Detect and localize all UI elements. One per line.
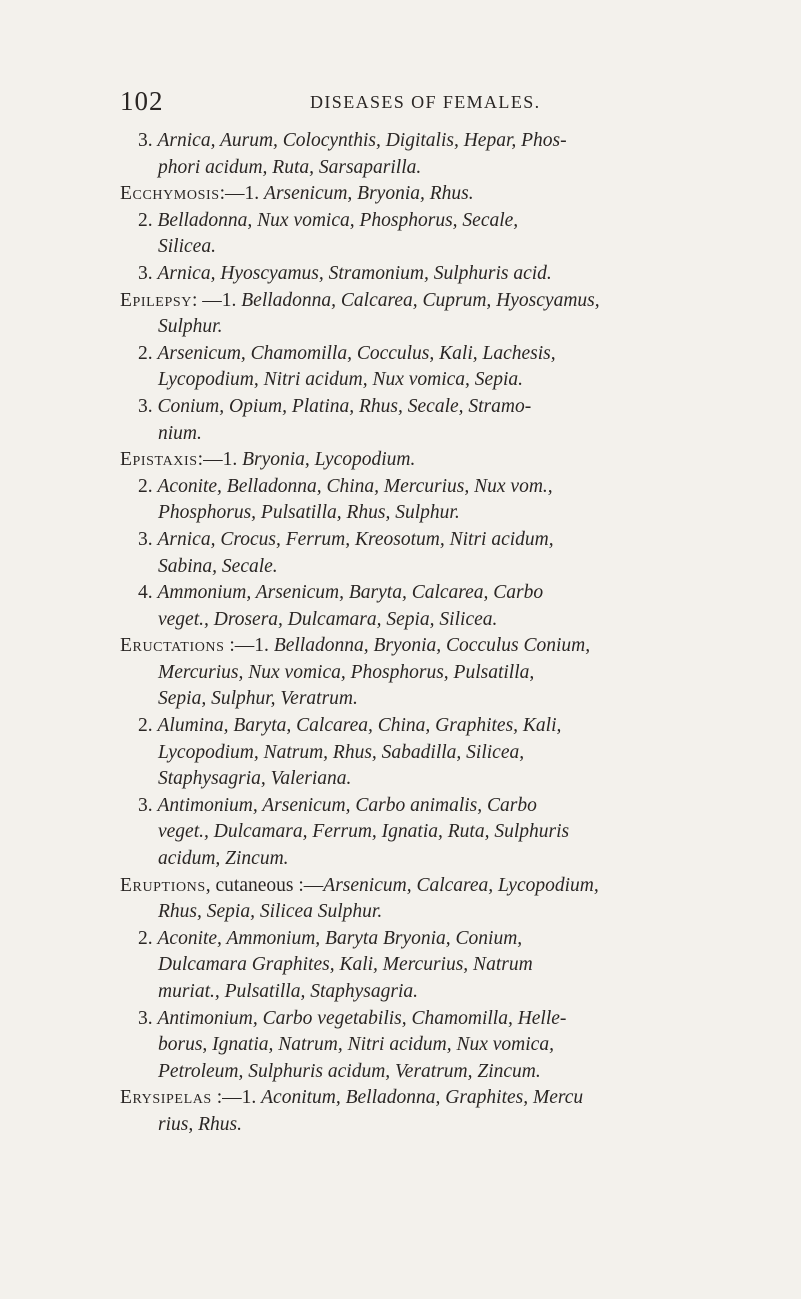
- text-line: [120, 952, 692, 979]
- text-line: [120, 314, 692, 341]
- text-run: 2.: [138, 715, 158, 737]
- remedy-list: Conium, Opium, Platina, Rhus, Secale, Stramo-: [157, 395, 532, 417]
- entry-heading: Erysipelas: [120, 1087, 212, 1109]
- remedy-list: Belladonna, Calcarea, Cuprum, Hyoscyamus,: [241, 289, 600, 311]
- remedy-list: Aconitum, Belladonna, Graphites, Mercu: [261, 1087, 584, 1109]
- text-line: [120, 793, 692, 820]
- text-run: 2.: [138, 475, 158, 497]
- text-line: [120, 208, 692, 235]
- text-run: 3.: [138, 528, 158, 550]
- text-line: [120, 926, 692, 953]
- remedy-list: Silicea.: [158, 236, 216, 258]
- text-line: [120, 474, 692, 501]
- text-line: [120, 367, 692, 394]
- remedy-list: Aconite, Ammonium, Baryta Bryonia, Conium,: [157, 927, 523, 949]
- text-line: [120, 660, 692, 687]
- page-header: [120, 86, 671, 116]
- remedy-list: Arnica, Aurum, Colocynthis, Digitalis, Hepar, Phos-: [157, 130, 567, 151]
- text-line: [120, 155, 692, 182]
- text-line: [120, 181, 692, 208]
- text-run: :—1.: [224, 635, 274, 657]
- entry-heading: Epilepsy: [120, 289, 192, 311]
- remedy-list: Mercurius, Nux vomica, Phosphorus, Pulsatilla,: [158, 661, 535, 683]
- remedy-list: Lycopodium, Natrum, Rhus, Sabadilla, Silicea,: [158, 741, 525, 763]
- text-line: [120, 819, 692, 846]
- remedy-list: Ammonium, Arsenicum, Baryta, Calcarea, Carbo: [157, 582, 544, 604]
- text-line: [120, 580, 692, 607]
- remedy-list: veget., Dulcamara, Ferrum, Ignatia, Ruta, Sulphuris: [158, 821, 570, 843]
- remedy-list: nium.: [158, 422, 202, 444]
- text-line: [120, 261, 692, 288]
- text-line: [120, 288, 692, 315]
- text-run: :—1.: [211, 1087, 262, 1109]
- remedy-list: Arnica, Hyoscyamus, Stramonium, Sulphuris acid.: [157, 262, 552, 284]
- text-line: [120, 607, 692, 634]
- remedy-list: muriat., Pulsatilla, Staphysagria.: [158, 981, 419, 1002]
- text-run: :—1.: [219, 183, 265, 205]
- remedy-list: Dulcamara Graphites, Kali, Mercurius, Natrum: [158, 954, 533, 976]
- text-line: [120, 500, 692, 527]
- entry-heading: Eruptions: [120, 874, 206, 896]
- text-line: [120, 1006, 692, 1033]
- text-line: [120, 554, 692, 581]
- text-line: [120, 341, 692, 368]
- text-run: , cutaneous :—: [205, 874, 324, 896]
- entry-heading: Ecchymosis: [120, 183, 220, 205]
- text-line: [120, 394, 692, 421]
- remedy-list: Rhus, Sepia, Silicea Sulphur.: [158, 901, 383, 923]
- remedy-list: Staphysagria, Valeriana.: [158, 768, 352, 790]
- text-line: [120, 234, 692, 261]
- page-number: 102: [120, 86, 164, 116]
- remedy-list: Bryonia, Lycopodium.: [242, 449, 416, 471]
- text-run: 4.: [138, 582, 158, 604]
- text-run: 2.: [138, 209, 158, 231]
- remedy-list: phori acidum, Ruta, Sarsaparilla.: [158, 156, 422, 178]
- text-run: : —1.: [191, 289, 242, 311]
- text-line: [120, 128, 692, 155]
- text-run: 2.: [138, 342, 158, 364]
- text-run: 3.: [138, 395, 158, 417]
- remedy-list: acidum, Zincum.: [158, 848, 289, 870]
- text-line: [120, 899, 692, 926]
- text-line: [120, 421, 692, 448]
- text-run: :—1.: [197, 449, 243, 471]
- text-line: [120, 740, 692, 767]
- entry-heading: Epistaxis: [120, 449, 198, 471]
- text-run: 3.: [138, 794, 158, 816]
- text-line: [120, 1032, 692, 1059]
- remedy-list: borus, Ignatia, Natrum, Nitri acidum, Nux vomica,: [158, 1034, 554, 1056]
- text-line: [120, 846, 692, 873]
- remedy-list: Lycopodium, Nitri acidum, Nux vomica, Sepia.: [158, 369, 523, 391]
- remedy-list: Petroleum, Sulphuris acidum, Veratrum, Zincum.: [158, 1060, 541, 1082]
- remedy-list: Phosphorus, Pulsatilla, Rhus, Sulphur.: [158, 502, 460, 524]
- text-run: 3.: [138, 130, 158, 151]
- remedy-list: Alumina, Baryta, Calcarea, China, Graphites, Kali,: [157, 715, 562, 737]
- entry-heading: Eructations: [120, 635, 225, 657]
- text-run: 2.: [138, 927, 158, 949]
- remedy-list: veget., Drosera, Dulcamara, Sepia, Silicea.: [158, 608, 498, 630]
- text-run: 3.: [138, 262, 158, 284]
- remedy-list: Arsenicum, Calcarea, Lycopodium,: [323, 874, 599, 896]
- text-line: [120, 527, 692, 554]
- remedy-list: Belladonna, Bryonia, Cocculus Conium,: [273, 635, 591, 657]
- text-line: [120, 1085, 692, 1112]
- remedy-list: Antimonium, Arsenicum, Carbo animalis, Carbo: [157, 794, 537, 816]
- remedy-list: Sabina, Secale.: [158, 555, 278, 577]
- remedy-list: Sulphur.: [158, 316, 223, 338]
- text-line: [120, 979, 692, 1006]
- page-body: [120, 128, 692, 1139]
- text-line: [120, 713, 692, 740]
- text-line: [120, 447, 692, 474]
- remedy-list: Belladonna, Nux vomica, Phosphorus, Secale,: [157, 209, 519, 231]
- remedy-list: rius, Rhus.: [158, 1113, 242, 1135]
- text-run: 3.: [138, 1007, 158, 1029]
- text-line: [120, 1059, 692, 1086]
- running-title: DISEASES OF FEMALES.: [310, 92, 541, 112]
- remedy-list: Arsenicum, Chamomilla, Cocculus, Kali, Lachesis,: [157, 342, 556, 364]
- text-line: [120, 873, 692, 900]
- remedy-list: Sepia, Sulphur, Veratrum.: [158, 688, 358, 710]
- remedy-list: Arnica, Crocus, Ferrum, Kreosotum, Nitri acidum,: [157, 528, 554, 550]
- remedy-list: Aconite, Belladonna, China, Mercurius, Nux vom.,: [157, 475, 553, 497]
- text-line: [120, 686, 692, 713]
- text-line: [120, 633, 692, 660]
- remedy-list: Antimonium, Carbo vegetabilis, Chamomilla, Helle-: [157, 1007, 567, 1029]
- text-line: [120, 766, 692, 793]
- text-line: [120, 1112, 692, 1139]
- remedy-list: Arsenicum, Bryonia, Rhus.: [264, 183, 474, 205]
